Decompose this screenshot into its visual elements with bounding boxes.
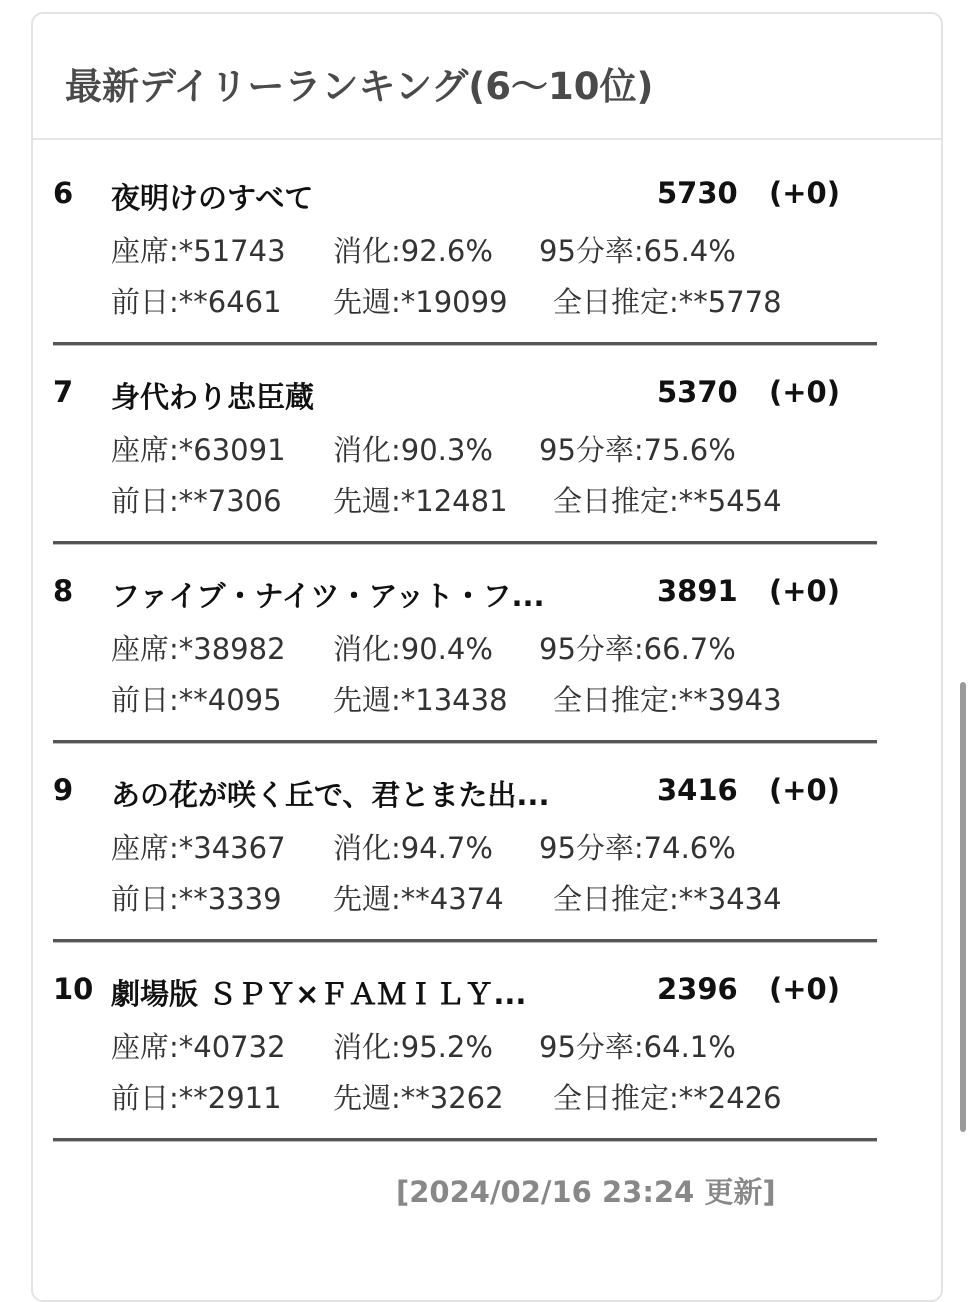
seats-stat: 座席:*40732 — [111, 1030, 286, 1064]
last-updated-timestamp: [2024/02/16 23:24 更新] — [396, 1175, 776, 1209]
list-item[interactable] — [53, 544, 877, 743]
rank-change: (+0) — [769, 375, 840, 409]
seats-stat: 座席:*63091 — [111, 433, 286, 467]
estimate-stat: 全日推定:**3943 — [553, 683, 782, 717]
consumption-stat: 消化:90.3% — [333, 433, 493, 467]
movie-title[interactable]: 夜明けのすべて — [111, 181, 314, 215]
consumption-stat: 消化:95.2% — [333, 1030, 493, 1064]
estimate-stat: 全日推定:**5454 — [553, 484, 782, 518]
list-item[interactable] — [53, 942, 877, 1141]
rate95-stat: 95分率:74.6% — [539, 831, 736, 865]
prev-day-stat: 前日:**7306 — [111, 484, 282, 518]
page-title: 最新デイリーランキング(6〜10位) — [65, 65, 654, 108]
list-item[interactable] — [53, 743, 877, 942]
movie-title[interactable]: ファイブ・ナイツ・アット・フ... — [111, 579, 545, 613]
last-week-stat: 先週:**3262 — [333, 1081, 504, 1115]
rank-number: 9 — [53, 773, 74, 807]
ranking-card — [31, 12, 943, 1302]
score-value: 3416 — [657, 773, 738, 807]
list-item[interactable] — [53, 345, 877, 544]
rank-number: 6 — [53, 176, 74, 210]
rank-number: 8 — [53, 574, 74, 608]
movie-title[interactable]: 身代わり忠臣蔵 — [111, 380, 315, 414]
rank-change: (+0) — [769, 574, 840, 608]
last-week-stat: 先週:*13438 — [333, 683, 508, 717]
movie-title[interactable]: あの花が咲く丘で、君とまた出... — [111, 778, 550, 812]
estimate-stat: 全日推定:**5778 — [553, 285, 782, 319]
prev-day-stat: 前日:**3339 — [111, 882, 282, 916]
movie-title[interactable]: 劇場版 ＳＰＹ×ＦＡＭＩＬＹ... — [111, 977, 527, 1011]
last-week-stat: 先週:*12481 — [333, 484, 508, 518]
score-value: 5730 — [657, 176, 738, 210]
rate95-stat: 95分率:65.4% — [539, 234, 736, 268]
rank-number: 7 — [53, 375, 74, 409]
seats-stat: 座席:*34367 — [111, 831, 286, 865]
rate95-stat: 95分率:64.1% — [539, 1030, 736, 1064]
score-value: 2396 — [657, 972, 738, 1006]
estimate-stat: 全日推定:**2426 — [553, 1081, 782, 1115]
estimate-stat: 全日推定:**3434 — [553, 882, 782, 916]
rate95-stat: 95分率:75.6% — [539, 433, 736, 467]
rank-change: (+0) — [769, 972, 840, 1006]
prev-day-stat: 前日:**4095 — [111, 683, 282, 717]
card-header — [33, 14, 941, 140]
consumption-stat: 消化:92.6% — [333, 234, 493, 268]
ranking-list — [53, 146, 877, 1141]
consumption-stat: 消化:94.7% — [333, 831, 493, 865]
seats-stat: 座席:*38982 — [111, 632, 286, 666]
scrollbar[interactable] — [960, 682, 966, 1132]
seats-stat: 座席:*51743 — [111, 234, 286, 268]
rank-number: 10 — [53, 972, 94, 1006]
last-week-stat: 先週:**4374 — [333, 882, 504, 916]
score-value: 3891 — [657, 574, 738, 608]
score-value: 5370 — [657, 375, 738, 409]
prev-day-stat: 前日:**2911 — [111, 1081, 282, 1115]
rank-change: (+0) — [769, 176, 840, 210]
last-week-stat: 先週:*19099 — [333, 285, 508, 319]
consumption-stat: 消化:90.4% — [333, 632, 493, 666]
rank-change: (+0) — [769, 773, 840, 807]
list-item[interactable] — [53, 146, 877, 345]
prev-day-stat: 前日:**6461 — [111, 285, 282, 319]
rate95-stat: 95分率:66.7% — [539, 632, 736, 666]
